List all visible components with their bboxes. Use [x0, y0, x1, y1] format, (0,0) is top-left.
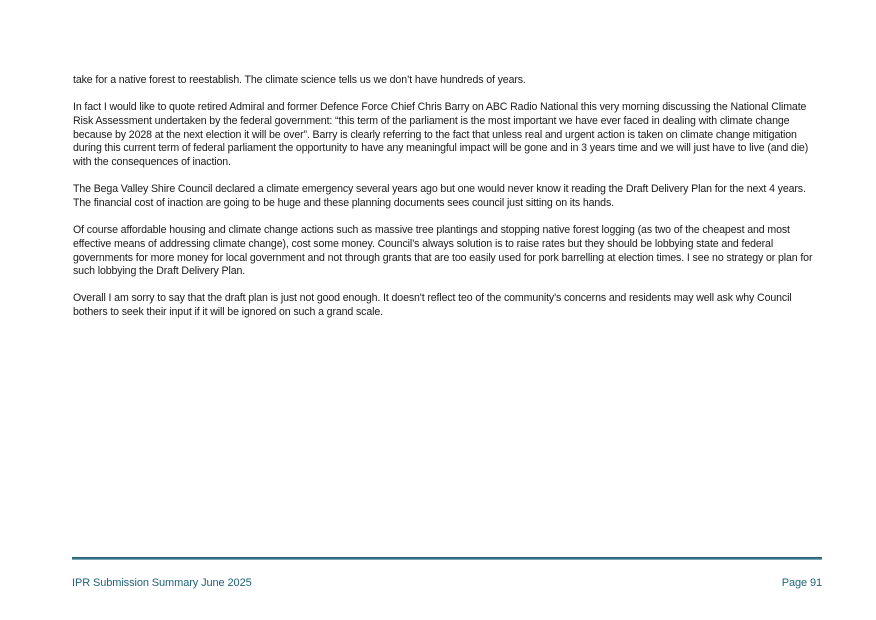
- paragraph-affordable-housing: Of course affordable housing and climate change actions such as massive tree plantings and stopping native forest logging (as two of the cheapest and most effective means of addressing climate change), cost some money. Council’s always solution is to raise rates but they should be lobbying state and federal governments for more money for local government and not through grants that are too easily used for pork barrelling at election times. I see no strategy or plan for such lobbying the Draft Delivery Plan.: [73, 224, 813, 278]
- paragraph-overall-summary: Overall I am sorry to say that the draft plan is just not good enough. It doesn't reflect teo of the community's concerns and residents may well ask why Council bothers to seek their input if it will be ignored on such a grand scale.: [73, 292, 792, 319]
- document-body: [73, 74, 819, 333]
- footer-divider-rule: [72, 557, 822, 560]
- footer-document-title: IPR Submission Summary June 2025: [72, 577, 252, 589]
- paragraph-climate-emergency: The Bega Valley Shire Council declared a climate emergency several years ago but one would never know it reading the Draft Delivery Plan for the next 4 years. The financial cost of inaction are going to be huge and these planning documents sees council just sitting on its hands.: [73, 183, 806, 209]
- footer-page-number: Page 91: [781, 577, 822, 589]
- page-footer: [72, 577, 822, 589]
- paragraph-forest-reestablish: take for a native forest to reestablish. The climate science tells us we don’t have hundreds of years.: [73, 74, 526, 86]
- paragraph-chris-barry-quote: In fact I would like to quote retired Admiral and former Defence Force Chief Chris Barry on ABC Radio National this very morning discussing the National Climate Risk Assessment undertaken by the federal government: “this term of the parliament is the most important we have ever faced in dealing with climate change because by 2028 at the next election it will be over”. Barry is clearly referring to the fact that unless real and urgent action is taken on climate change mitigation during this current term of federal parliament the opportunity to have any meaningful impact will be gone and in 3 years time and we will just have to live (and die) with the consequences of inaction.: [73, 101, 809, 169]
